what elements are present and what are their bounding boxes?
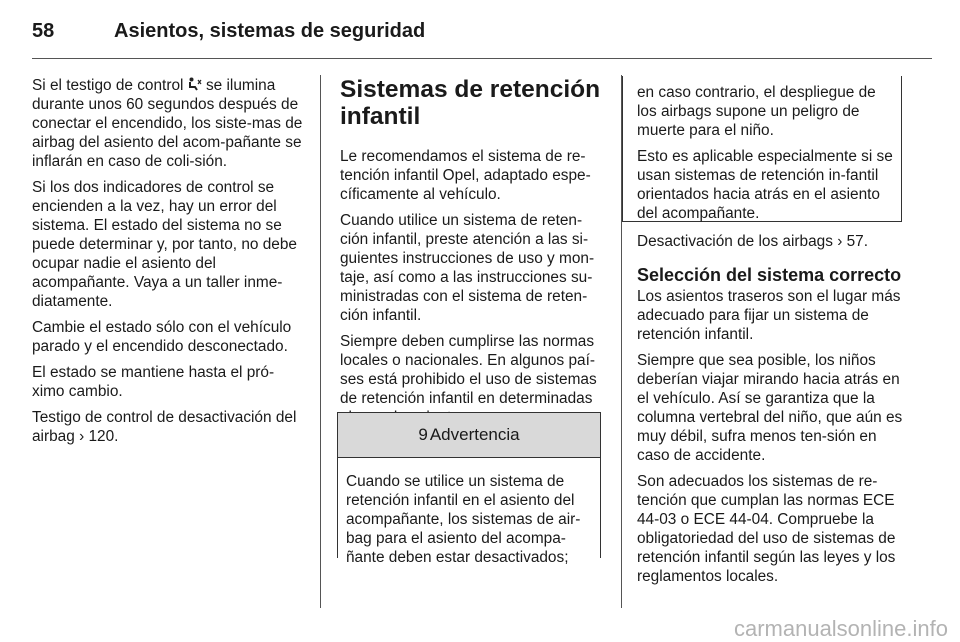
paragraph: Los asientos traseros son el lugar más adecuado para fijar un sistema de retención infantil. xyxy=(637,288,901,343)
warning-text: Esto es aplicable especialmente si se usan sistemas de retención in-fantil orientados hacia atrás en el asiento del acompañante. xyxy=(637,148,893,222)
warning-title: Advertencia xyxy=(429,425,520,444)
seat-occupancy-icon xyxy=(188,77,202,91)
warning-icon: 9 xyxy=(418,425,428,444)
paragraph: Siempre deben cumplirse las normas locales o nacionales. En algunos paí-ses está prohibido el uso de sistemas de retención infantil en determinadas xyxy=(340,333,597,407)
paragraph: El estado se mantiene hasta el pró-ximo cambio. xyxy=(32,364,275,400)
page-reference-icon: › xyxy=(837,233,843,250)
page-reference[interactable]: 57. xyxy=(842,233,869,250)
paragraph: Le recomendamos el sistema de re-tención infantil Opel, adaptado espe-cíficamente al vehículo. xyxy=(340,148,591,203)
warning-header xyxy=(337,412,601,458)
page-reference[interactable]: 120. xyxy=(84,428,119,445)
page-header xyxy=(32,20,425,43)
header-rule xyxy=(32,58,932,59)
paragraph: Desactivación de los airbags › 57. xyxy=(637,233,869,250)
page-reference-icon: › xyxy=(79,428,85,445)
page-title: Asientos, sistemas de seguridad xyxy=(114,20,426,42)
paragraph: Son adecuados los sistemas de re-tención que cumplan las normas ECE 44-03 o ECE 44-04. Compruebe la obligatoriedad del uso de sistemas de retención infantil según las leyes y los reglamentos locales. xyxy=(637,473,896,585)
paragraph: Testigo de control de desactivación del airbag › 120. xyxy=(32,409,297,445)
subsection-heading: Selección del sistema correcto xyxy=(637,265,902,285)
warning-text: Cuando se utilice un sistema de retención infantil en el asiento del acompañante, los sistemas de air-bag para el asiento del acompa-ñante deben estar desactivados; xyxy=(337,458,601,558)
column-2 xyxy=(340,76,602,434)
section-heading: Sistemas de retención infantil xyxy=(340,76,601,130)
paragraph: Siempre que sea posible, los niños deberían viajar mirando hacia atrás en el vehículo. Así se garantiza que la columna vertebral del niño, que aún es muy débil, sufra menos ten-sión en caso de accidente. xyxy=(637,352,903,464)
column-1 xyxy=(32,76,306,453)
paragraph: Si los dos indicadores de control se encienden a la vez, hay un error del sistema. El estado del sistema no se puede determinar y, por tanto, no debe ocupar nadie el asiento del acompañante. Vaya a un taller inme-diatamente. xyxy=(32,179,297,310)
paragraph: Cuando utilice un sistema de reten-ción infantil, preste atención a las si-guientes instrucciones de uso y mon-taje, así como a las instrucciones su-ministradas con el sistema de reten-ción infantil. xyxy=(340,212,595,324)
paragraph: Si el testigo de control se ilumina durante unos 60 segundos después de conectar el encendido, los siste-mas de airbag del asiento del acom-pañante se inflarán en caso de coli-sión. xyxy=(32,77,303,170)
column-3 xyxy=(637,232,903,593)
page-number: 58 xyxy=(32,20,55,42)
warning-box xyxy=(337,412,601,566)
warning-box-continued xyxy=(622,76,902,222)
paragraph: Cambie el estado sólo con el vehículo parado y el encendido desconectado. xyxy=(32,319,292,355)
column-divider-1 xyxy=(320,75,321,608)
watermark: carmanualsonline.info xyxy=(733,616,948,641)
warning-text: en caso contrario, el despliegue de los airbags supone un peligro de muerte para el niño. xyxy=(637,84,876,139)
